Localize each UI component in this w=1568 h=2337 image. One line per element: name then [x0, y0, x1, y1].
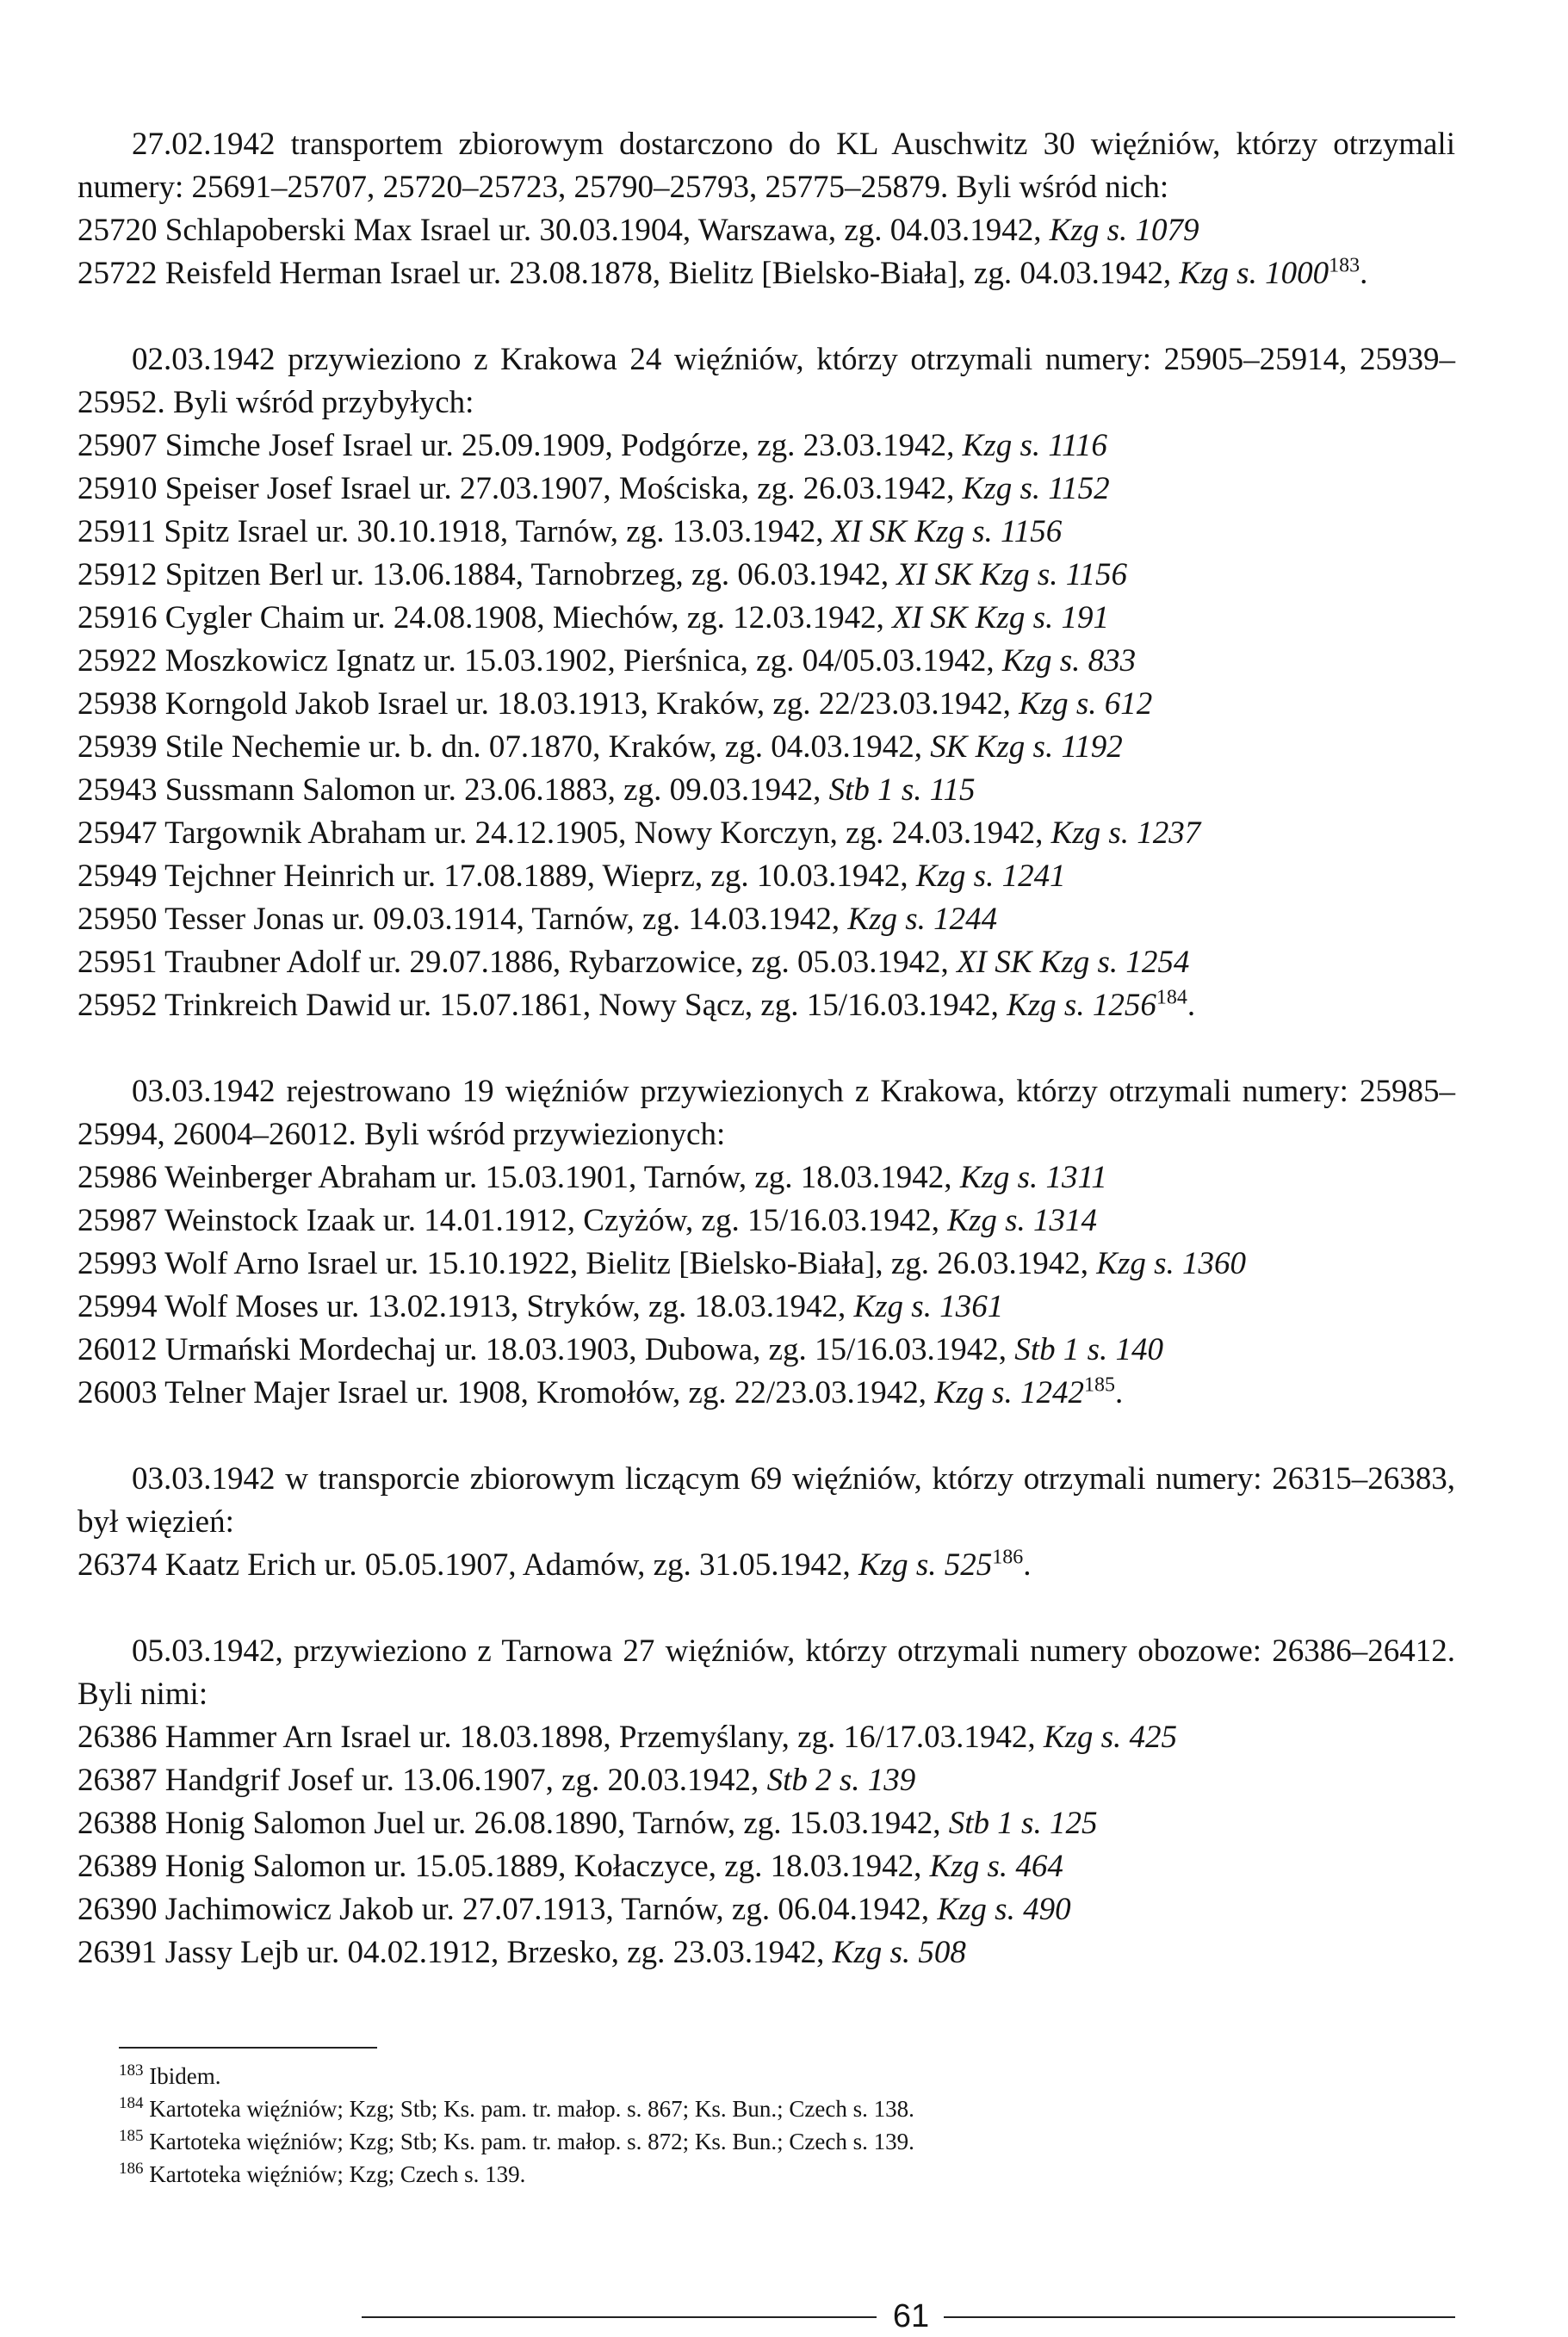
- prisoner-entry: 26012 Urmański Mordechaj ur. 18.03.1903, Dubowa, zg. 15/16.03.1942, Stb 1 s. 140: [77, 1332, 1163, 1367]
- section-3: [77, 1070, 1455, 1415]
- prisoner-entry: 25951 Traubner Adolf ur. 29.07.1886, Rybarzowice, zg. 05.03.1942, XI SK Kzg s. 1254: [77, 945, 1190, 980]
- prisoner-entry: 26391 Jassy Lejb ur. 04.02.1912, Brzesko, zg. 23.03.1942, Kzg s. 508: [77, 1935, 966, 1970]
- section-intro: 05.03.1942, przywieziono z Tarnowa 27 więźniów, którzy otrzymali numery obozowe: 26386–26412. Byli nimi:: [77, 1633, 1455, 1712]
- footnote: $^{185}$ Kartoteka więźniów; Kzg; Stb; Ks. pam. tr. małop. s. 872; Ks. Bun.; Czech s. 139.: [119, 2127, 914, 2154]
- prisoner-entry: 25950 Tesser Jonas ur. 09.03.1914, Tarnów, zg. 14.03.1942, Kzg s. 1244: [77, 902, 998, 937]
- page-footer: [362, 2296, 1455, 2337]
- footnote-separator: [119, 2047, 377, 2049]
- prisoner-entry: 25947 Targownik Abraham ur. 24.12.1905, Nowy Korczyn, zg. 24.03.1942, Kzg s. 1237: [77, 815, 1201, 851]
- prisoner-entry: 25952 Trinkreich Dawid ur. 15.07.1861, Nowy Sącz, zg. 15/16.03.1942, Kzg s. 1256$^{184}$.: [77, 986, 1196, 1023]
- section-1: [77, 123, 1455, 295]
- prisoner-entry: 25994 Wolf Moses ur. 13.02.1913, Stryków, zg. 18.03.1942, Kzg s. 1361: [77, 1289, 1004, 1324]
- prisoner-entry: 26389 Honig Salomon ur. 15.05.1889, Kołaczyce, zg. 18.03.1942, Kzg s. 464: [77, 1849, 1063, 1884]
- section-4: [77, 1458, 1455, 1587]
- section-intro: 03.03.1942 rejestrowano 19 więźniów przywiezionych z Krakowa, którzy otrzymali numery: 25985–25994, 26004–26012. Byli wśród przywiezionych:: [77, 1074, 1455, 1152]
- prisoner-entry: 25916 Cygler Chaim ur. 24.08.1908, Miechów, zg. 12.03.1942, XI SK Kzg s. 191: [77, 600, 1109, 635]
- section-intro: 27.02.1942 transportem zbiorowym dostarczono do KL Auschwitz 30 więźniów, którzy otrzymali numery: 25691–25707, 25720–25723, 25790–25793, 25775–25879. Byli wśród nich:: [77, 127, 1455, 205]
- section-intro: 02.03.1942 przywieziono z Krakowa 24 więźniów, którzy otrzymali numery: 25905–25914, 25939–25952. Byli wśród przybyłych:: [77, 342, 1455, 420]
- page-body: [77, 123, 1455, 1974]
- prisoner-entry: 26388 Honig Salomon Juel ur. 26.08.1890, Tarnów, zg. 15.03.1942, Stb 1 s. 125: [77, 1806, 1098, 1841]
- prisoner-entry: 25993 Wolf Arno Israel ur. 15.10.1922, Bielitz [Bielsko-Biała], zg. 26.03.1942, Kzg s. 1360: [77, 1246, 1246, 1281]
- prisoner-entry: 25986 Weinberger Abraham ur. 15.03.1901, Tarnów, zg. 18.03.1942, Kzg s. 1311: [77, 1160, 1107, 1195]
- prisoner-entry: 25938 Korngold Jakob Israel ur. 18.03.1913, Kraków, zg. 22/23.03.1942, Kzg s. 612: [77, 686, 1153, 722]
- footer-rule-left: [362, 2316, 877, 2318]
- prisoner-entry: 25720 Schlapoberski Max Israel ur. 30.03.1904, Warszawa, zg. 04.03.1942, Kzg s. 1079: [77, 213, 1199, 248]
- prisoner-entry: 25722 Reisfeld Herman Israel ur. 23.08.1878, Bielitz [Bielsko-Biała], zg. 04.03.1942, Kzg s. 1000$^{183}$.: [77, 254, 1368, 291]
- prisoner-entry: 26003 Telner Majer Israel ur. 1908, Kromołów, zg. 22/23.03.1942, Kzg s. 1242$^{185}$.: [77, 1373, 1124, 1410]
- footnotes: [119, 2060, 1367, 2191]
- prisoner-entry: 26390 Jachimowicz Jakob ur. 27.07.1913, Tarnów, zg. 06.04.1942, Kzg s. 490: [77, 1892, 1071, 1927]
- footnote-ref: 186: [992, 1546, 1024, 1569]
- prisoner-entry: 25911 Spitz Israel ur. 30.10.1918, Tarnów, zg. 13.03.1942, XI SK Kzg s. 1156: [77, 514, 1063, 549]
- footnote: $^{184}$ Kartoteka więźniów; Kzg; Stb; Ks. pam. tr. małop. s. 867; Ks. Bun.; Czech s. 138.: [119, 2094, 914, 2122]
- footnote: $^{183}$ Ibidem.: [119, 2061, 221, 2089]
- page-number: 61: [892, 2298, 930, 2334]
- footnote-ref: 185: [1083, 1373, 1115, 1397]
- prisoner-entry: 25943 Sussmann Salomon ur. 23.06.1883, zg. 09.03.1942, Stb 1 s. 115: [77, 772, 976, 808]
- prisoner-entry: 25939 Stile Nechemie ur. b. dn. 07.1870, Kraków, zg. 04.03.1942, SK Kzg s. 1192: [77, 729, 1123, 765]
- prisoner-entry: 25949 Tejchner Heinrich ur. 17.08.1889, Wieprz, zg. 10.03.1942, Kzg s. 1241: [77, 859, 1066, 894]
- footnote: $^{186}$ Kartoteka więźniów; Kzg; Czech s. 139.: [119, 2160, 526, 2187]
- footnote-ref: 183: [1329, 254, 1360, 277]
- section-2: [77, 338, 1455, 1027]
- prisoner-entry: 26374 Kaatz Erich ur. 05.05.1907, Adamów, zg. 31.05.1942, Kzg s. $525^{186}$.: [77, 1546, 1032, 1583]
- prisoner-entry: 26387 Handgrif Josef ur. 13.06.1907, zg. 20.03.1942, Stb 2 s. 139: [77, 1763, 916, 1798]
- prisoner-entry: 25987 Weinstock Izaak ur. 14.01.1912, Czyżów, zg. 15/16.03.1942, Kzg s. 1314: [77, 1203, 1097, 1238]
- prisoner-entry: 25912 Spitzen Berl ur. 13.06.1884, Tarnobrzeg, zg. 06.03.1942, XI SK Kzg s. 1156: [77, 557, 1127, 592]
- footer-rule-right: [944, 2316, 1455, 2318]
- prisoner-entry: 26386 Hammer Arn Israel ur. 18.03.1898, Przemyślany, zg. 16/17.03.1942, Kzg s. 425: [77, 1720, 1178, 1755]
- section-5: [77, 1630, 1455, 1974]
- section-intro: 03.03.1942 w transporcie zbiorowym liczącym 69 więźniów, którzy otrzymali numery: 26315–26383, był więzień:: [77, 1461, 1455, 1540]
- footnote-ref: 184: [1156, 986, 1187, 1009]
- prisoner-entry: 25907 Simche Josef Israel ur. 25.09.1909, Podgórze, zg. 23.03.1942, Kzg s. 1116: [77, 428, 1107, 463]
- prisoner-entry: 25910 Speiser Josef Israel ur. 27.03.1907, Mościska, zg. 26.03.1942, Kzg s. 1152: [77, 471, 1110, 506]
- prisoner-entry: 25922 Moszkowicz Ignatz ur. 15.03.1902, Pierśnica, zg. 04/05.03.1942, Kzg s. 833: [77, 643, 1137, 679]
